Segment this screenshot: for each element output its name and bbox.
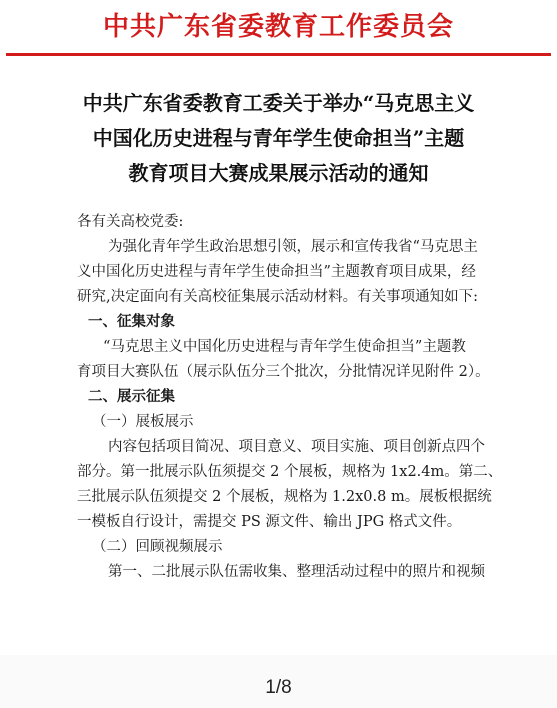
subsection-heading-2: （二）回顾视频展示: [92, 539, 223, 555]
sub2-line: 第一、二批展示队伍需收集、整理活动过程中的照片和视频: [108, 564, 485, 580]
section1-line: “马克思主义中国化历史进程与青年学生使命担当”主题教: [103, 339, 466, 355]
section-heading-2: 二、展示征集: [88, 388, 175, 405]
sub1-line: 内容包括项目简况、项目意义、项目实施、项目创新点四个: [108, 439, 485, 455]
intro-line: 研究,决定面向有关高校征集展示活动材料。有关事项通知如下:: [77, 289, 478, 305]
intro-line: 为强化青年学生政治思想引领，展示和宣传我省“马克思主: [108, 239, 478, 255]
section1-line: 育项目大赛队伍（展示队伍分三个批次，分批情况详见附件 2）。: [77, 364, 490, 380]
intro-line: 义中国化历史进程与青年学生使命担当”主题教育项目成果，经: [77, 264, 476, 280]
page-indicator: 1/8: [265, 677, 292, 698]
sub1-line: 三批展示队伍须提交 2 个展板，规格为 1.2x0.8 m。展板根据统: [77, 489, 492, 505]
document-title-line-3: 教育项目大赛成果展示活动的通知: [128, 161, 429, 185]
sub1-line: 一模板自行设计，需提交 PS 源文件、输出 JPG 格式文件。: [77, 514, 462, 530]
sub1-line: 部分。第一批展示队伍须提交 2 个展板，规格为 1x2.4m。第二、: [77, 464, 503, 480]
subsection-heading-1: （一）展板展示: [92, 414, 194, 430]
letterhead-divider: [6, 53, 551, 56]
salutation: 各有关高校党委:: [77, 214, 184, 230]
letterhead: 中共广东省委教育工作委员会: [102, 12, 454, 42]
section-heading-1: 一、征集对象: [88, 313, 175, 330]
document-title-line-1: 中共广东省委教育工委关于举办“马克思主义: [82, 91, 475, 115]
document-title-line-2: 中国化历史进程与青年学生使命担当”主题: [92, 126, 465, 150]
